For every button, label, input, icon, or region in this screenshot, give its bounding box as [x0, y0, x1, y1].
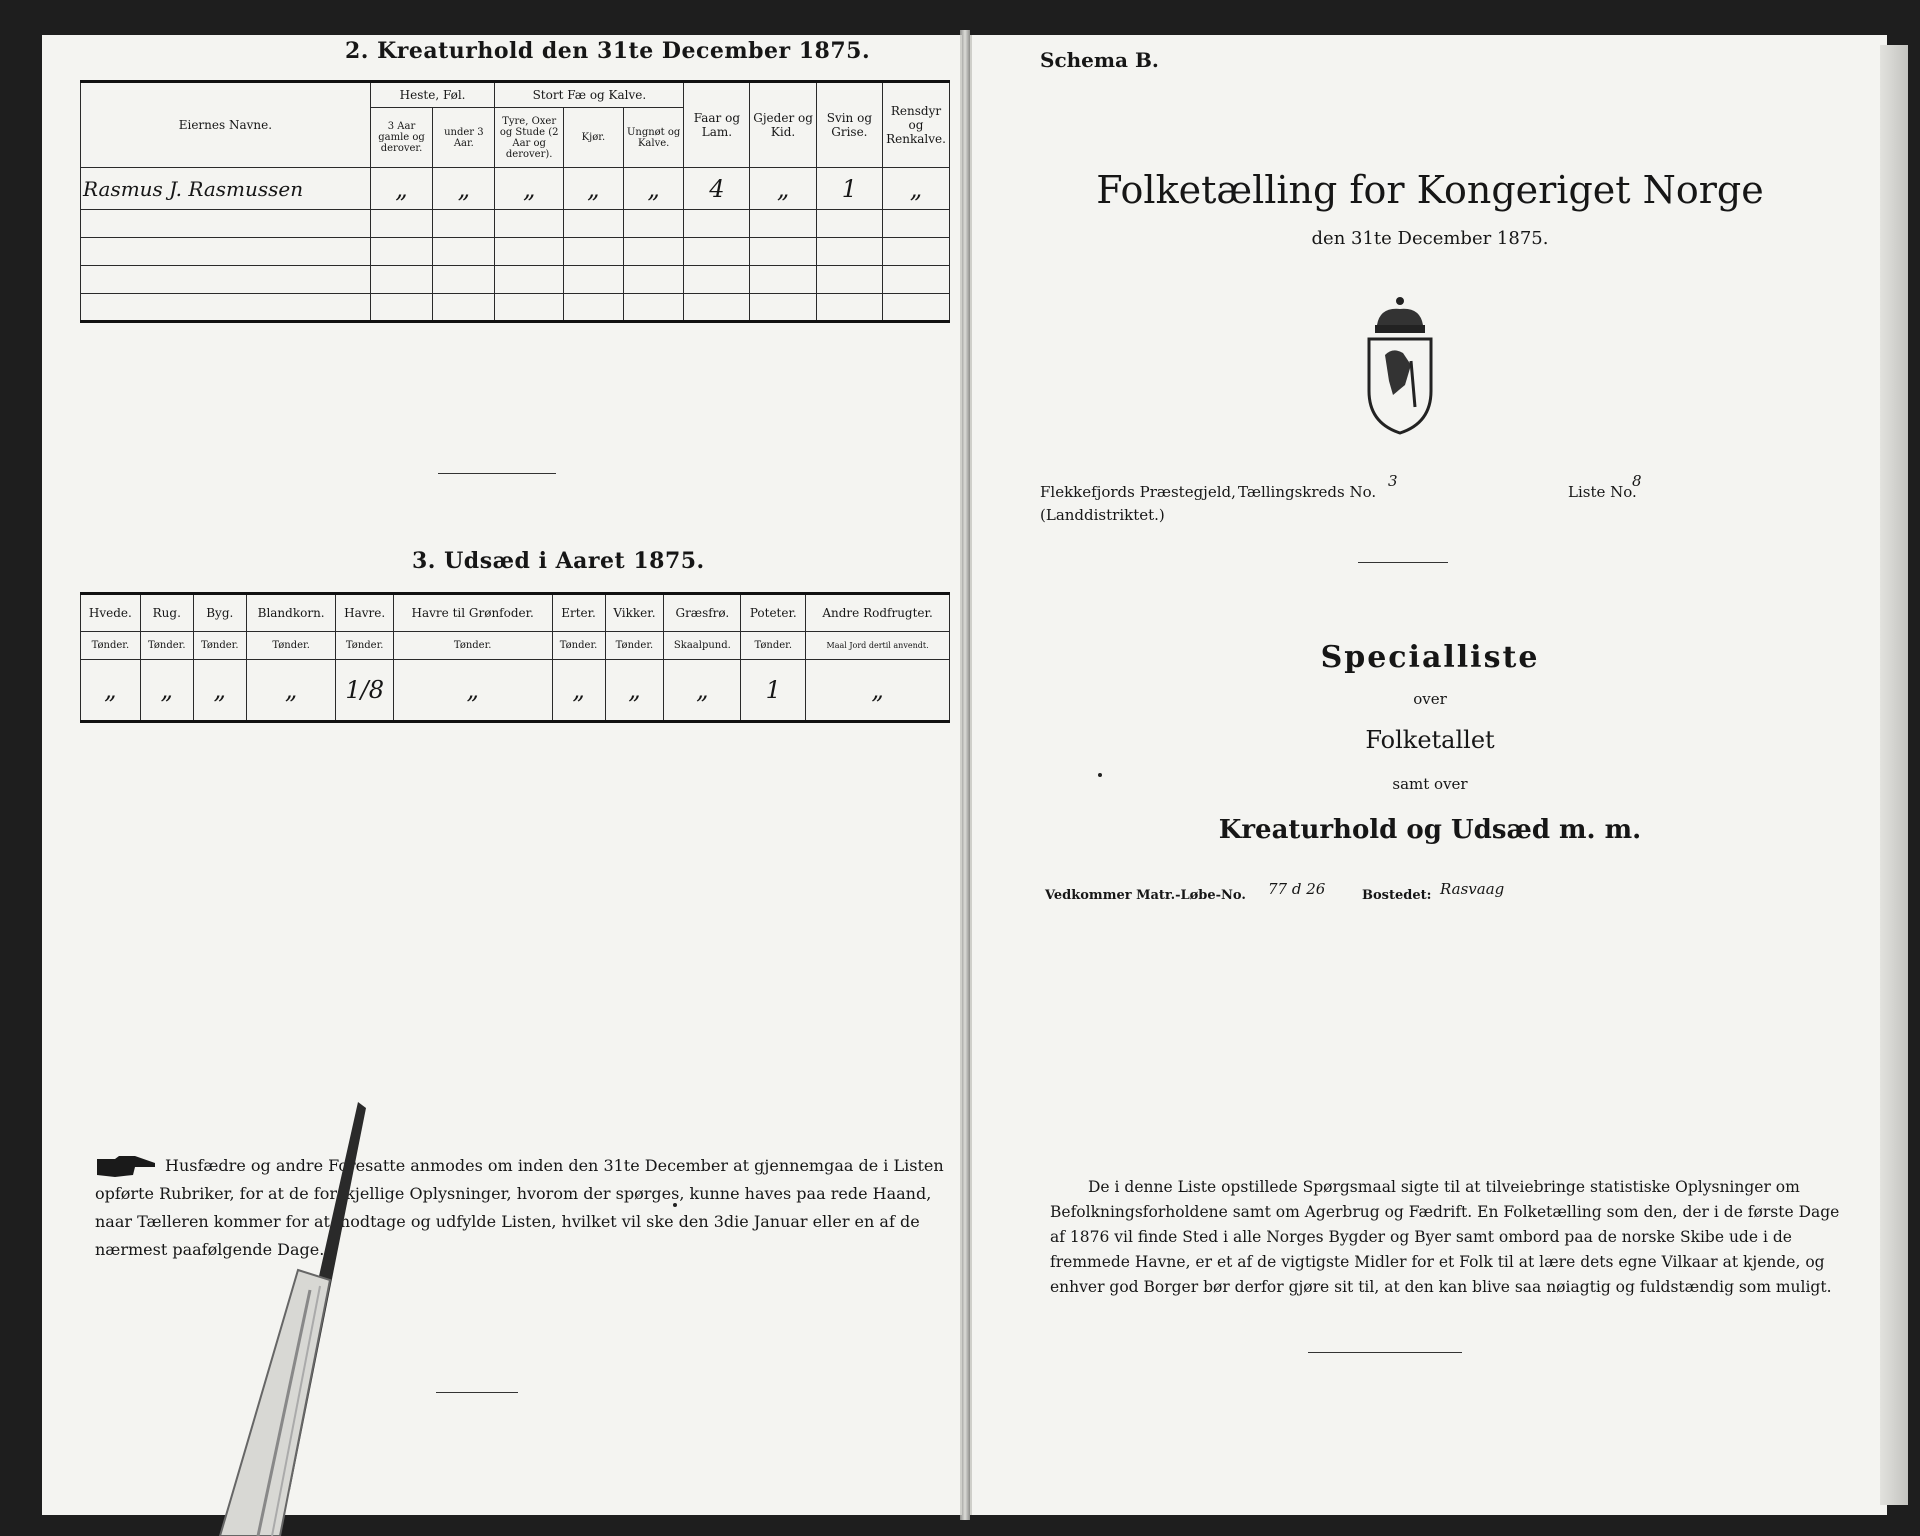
kjor-header: Kjør.: [563, 108, 623, 168]
unit-hvede: Tønder.: [81, 632, 141, 660]
unit-andre: Maal Jord dertil anvendt.: [806, 632, 950, 660]
district-name: (Landdistriktet.): [1040, 506, 1165, 524]
footer-divider-right: [1308, 1352, 1462, 1353]
havre-gron-header: Havre til Grønfoder.: [393, 594, 552, 632]
table-row: [81, 660, 950, 722]
vikker-header: Vikker.: [605, 594, 664, 632]
cell-svin: 1: [816, 168, 882, 210]
divider: [438, 473, 556, 474]
unit-blandkorn: Tønder.: [246, 632, 336, 660]
unit-erter: Tønder.: [552, 632, 605, 660]
ungnot-header: Ungnøt og Kalve.: [623, 108, 683, 168]
val-vikker: „: [605, 660, 664, 722]
heste-header: Heste, Føl.: [370, 82, 495, 108]
cell-heste-old: „: [370, 168, 433, 210]
livestock-table: [80, 80, 950, 323]
ink-dot: [1098, 773, 1102, 777]
specialliste-heading: Specialliste: [1320, 640, 1540, 675]
owner-name: Rasmus J. Rasmussen: [81, 168, 371, 210]
matr-value: 77 d 26: [1268, 880, 1326, 898]
cell-faar: 4: [684, 168, 750, 210]
blandkorn-header: Blandkorn.: [246, 594, 336, 632]
parish-name: Flekkefjords Præstegjeld,: [1040, 483, 1236, 501]
val-blandkorn: „: [246, 660, 336, 722]
unit-graesfro: Skaalpund.: [664, 632, 741, 660]
val-havre: 1/8: [336, 660, 393, 722]
table-row-empty: [81, 210, 950, 238]
hvede-header: Hvede.: [81, 594, 141, 632]
kreaturhold-text: Kreaturhold og Udsæd m. m.: [1218, 815, 1642, 845]
rug-header: Rug.: [140, 594, 193, 632]
over-text: over: [1413, 690, 1447, 708]
cell-tyre: „: [495, 168, 563, 210]
val-hvede: „: [81, 660, 141, 722]
unit-rug: Tønder.: [140, 632, 193, 660]
divider-right: [1358, 562, 1448, 563]
heste-young-header: under 3 Aar.: [433, 108, 495, 168]
count-value: 3: [1388, 472, 1398, 490]
seed-title: 3. Udsæd i Aaret 1875.: [412, 548, 705, 574]
pen-object: [180, 1090, 380, 1536]
folketallet-text: Folketallet: [1365, 726, 1495, 754]
cell-kjor: „: [563, 168, 623, 210]
unit-byg: Tønder.: [193, 632, 246, 660]
val-graesfro: „: [664, 660, 741, 722]
val-havre-gron: „: [393, 660, 552, 722]
explanation-paragraph: De i denne Liste opstillede Spørgsmaal sigte til at tilveiebringe statistiske Oplysninger om Befolkningsforholdene samt om Agerbrug og Fædrift. En Folketælling som den, der i de første Dage af 1876 vil finde Sted i alle Norges Bygder og Byer samt ombord paa de norske Skibe ude i de fremmede Havne, er et af de vigtigste Midler for et Folk til at lære dets egne Vilkaar at kjende, og enhver god Borger bør derfor gjøre sit til, at den kan blive saa nøiagtig og fuldstændig som muligt.: [1050, 1178, 1840, 1296]
val-erter: „: [552, 660, 605, 722]
erter-header: Erter.: [552, 594, 605, 632]
faar-header: Faar og Lam.: [684, 82, 750, 168]
census-date: den 31te December 1875.: [1311, 228, 1549, 249]
unit-havre-gron: Tønder.: [393, 632, 552, 660]
notice-body: Husfædre og andre Foresatte anmodes om inden den 31te December at gjennemgaa de i Listen opførte Rubriker, for at de forskjellige Oplysninger, hvorom der spørges, kunne haves paa rede Haand, naar Tælleren kommer for at modtage og udfylde Listen, hvilket vil ske den 3die Januar eller en af de nærmest paafølgende Dage.: [95, 1156, 944, 1259]
val-byg: „: [193, 660, 246, 722]
byg-header: Byg.: [193, 594, 246, 632]
page-edges: [1880, 45, 1908, 1505]
ink-dot: [673, 1203, 677, 1207]
list-label: Liste No.: [1568, 483, 1637, 501]
unit-poteter: Tønder.: [741, 632, 806, 660]
stort-fae-header: Stort Fæ og Kalve.: [495, 82, 684, 108]
schema-label: Schema B.: [1040, 48, 1159, 72]
footer-divider: [436, 1392, 518, 1393]
unit-vikker: Tønder.: [605, 632, 664, 660]
table-row-empty: [81, 294, 950, 322]
samt-over-text: samt over: [1392, 775, 1468, 793]
cell-gjeder: „: [750, 168, 816, 210]
table-row-empty: [81, 238, 950, 266]
owner-header: Eiernes Navne.: [81, 82, 371, 168]
table-row: [81, 168, 950, 210]
seed-table: [80, 592, 950, 723]
livestock-title: 2. Kreaturhold den 31te December 1875.: [345, 38, 871, 64]
matr-label: Vedkommer Matr.-Løbe-No.: [1045, 888, 1246, 903]
bosted-value: Rasvaag: [1440, 880, 1505, 898]
havre-header: Havre.: [336, 594, 393, 632]
unit-havre: Tønder.: [336, 632, 393, 660]
tyre-header: Tyre, Oxer og Stude (2 Aar og derover).: [495, 108, 563, 168]
table-row-empty: [81, 266, 950, 294]
poteter-header: Poteter.: [741, 594, 806, 632]
bosted-label: Bostedet:: [1362, 888, 1432, 903]
val-poteter: 1: [741, 660, 806, 722]
list-value: 8: [1632, 472, 1642, 490]
cell-ungnot: „: [623, 168, 683, 210]
andre-header: Andre Rodfrugter.: [806, 594, 950, 632]
graesfro-header: Græsfrø.: [664, 594, 741, 632]
val-rug: „: [140, 660, 193, 722]
coat-of-arms-icon: [1355, 295, 1445, 435]
gjeder-header: Gjeder og Kid.: [750, 82, 816, 168]
heste-old-header: 3 Aar gamle og derover.: [370, 108, 433, 168]
cell-rensdyr: „: [882, 168, 949, 210]
rensdyr-header: Rensdyr og Renkalve.: [882, 82, 949, 168]
svin-header: Svin og Grise.: [816, 82, 882, 168]
census-title: Folketælling for Kongeriget Norge: [1096, 168, 1764, 212]
val-andre: „: [806, 660, 950, 722]
count-label: Tællingskreds No.: [1238, 483, 1377, 501]
cell-heste-young: „: [433, 168, 495, 210]
